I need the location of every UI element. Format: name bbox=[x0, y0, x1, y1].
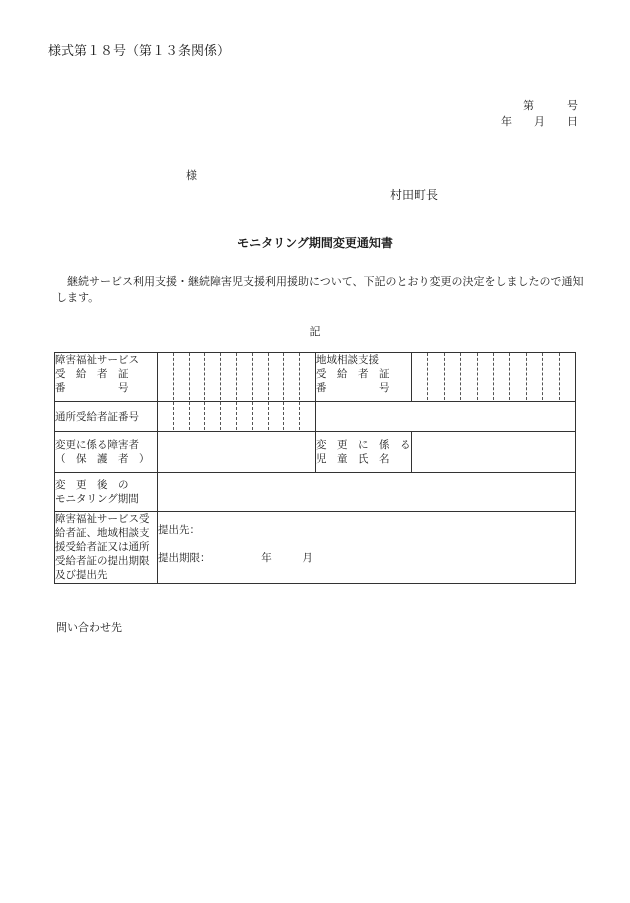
digit-box bbox=[221, 402, 237, 430]
digit-box bbox=[284, 402, 300, 430]
label-line: 及び提出先 bbox=[55, 569, 108, 581]
deadline-month: 月 bbox=[302, 552, 313, 564]
table-row bbox=[55, 353, 576, 402]
new-monitoring-period-field[interactable] bbox=[158, 473, 576, 512]
table-row bbox=[55, 432, 576, 473]
digit-box bbox=[543, 353, 559, 400]
day-service-cert-number-boxes[interactable] bbox=[158, 402, 316, 432]
digit-box bbox=[205, 402, 221, 430]
deadline-label: 提出期限： bbox=[158, 552, 211, 564]
label-line: 変 更 に 係 る bbox=[316, 439, 411, 451]
child-name-label bbox=[316, 432, 412, 473]
consultation-cert-number-boxes[interactable] bbox=[412, 353, 576, 402]
digit-box bbox=[300, 353, 315, 400]
recipient-suffix: 様 bbox=[186, 169, 197, 182]
label-line: 番 号 bbox=[55, 382, 129, 394]
date-line: 年 月 日 bbox=[501, 115, 578, 128]
digit-box bbox=[158, 353, 174, 400]
label-line: 受 給 者 証 bbox=[55, 368, 129, 380]
label-line: 変更に係る障害者 bbox=[55, 439, 139, 451]
ki-heading: 記 bbox=[309, 325, 321, 338]
inquiry-label: 問い合わせ先 bbox=[56, 621, 122, 634]
label-line: 番 号 bbox=[316, 382, 390, 394]
digit-box bbox=[174, 353, 190, 400]
service-cert-label bbox=[55, 353, 158, 402]
digit-box bbox=[494, 353, 510, 400]
deadline-line bbox=[158, 550, 575, 566]
digit-box bbox=[445, 353, 461, 400]
submission-label bbox=[55, 512, 158, 584]
digit-box bbox=[428, 353, 444, 400]
digit-box bbox=[461, 353, 477, 400]
digit-box bbox=[269, 353, 285, 400]
table-row bbox=[55, 473, 576, 512]
form-number: 様式第１８号（第１３条関係） bbox=[48, 44, 231, 59]
digit-box bbox=[269, 402, 285, 430]
label-line: 児 童 氏 名 bbox=[316, 453, 390, 465]
affected-person-field[interactable] bbox=[158, 432, 316, 473]
digit-box bbox=[190, 402, 206, 430]
label-line: 障害福祉サービス bbox=[55, 354, 139, 366]
digit-box bbox=[237, 353, 253, 400]
table-row bbox=[55, 512, 576, 584]
label-line: 変 更 後 の bbox=[55, 479, 129, 491]
label-line: 給者証、地域相談支 bbox=[55, 527, 150, 539]
digit-box bbox=[205, 353, 221, 400]
label-line: （ 保 護 者 ） bbox=[55, 453, 150, 465]
digit-box bbox=[284, 353, 300, 400]
document-number: 第 号 bbox=[523, 99, 578, 112]
submission-field[interactable] bbox=[158, 512, 576, 584]
label-line: モニタリング期間 bbox=[55, 493, 139, 505]
label-line: 受給者証の提出期限 bbox=[55, 555, 150, 567]
submit-to: 提出先： bbox=[158, 524, 200, 536]
body-text: 継続サービス利用支援・継続障害児支援利用援助について、下記のとおり変更の決定をしましたので通知します。 bbox=[56, 275, 584, 304]
digit-boxes bbox=[412, 353, 575, 400]
digit-box bbox=[174, 402, 190, 430]
issuer: 村田町長 bbox=[390, 188, 439, 202]
digit-box bbox=[478, 353, 494, 400]
digit-box bbox=[221, 353, 237, 400]
digit-boxes bbox=[158, 353, 315, 400]
label-line: 障害福祉サービス受 bbox=[55, 513, 150, 525]
label-line: 援受給者証又は通所 bbox=[55, 541, 150, 553]
digit-box bbox=[300, 402, 315, 430]
day-service-cert-label: 通所受給者証番号 bbox=[55, 402, 158, 432]
digit-box bbox=[253, 353, 269, 400]
digit-box bbox=[527, 353, 543, 400]
deadline-year: 年 bbox=[261, 552, 272, 564]
digit-box bbox=[412, 353, 428, 400]
digit-box bbox=[158, 402, 174, 430]
affected-person-label bbox=[55, 432, 158, 473]
digit-box bbox=[237, 402, 253, 430]
digit-box bbox=[253, 402, 269, 430]
digit-box bbox=[190, 353, 206, 400]
child-name-field[interactable] bbox=[412, 432, 576, 473]
label-line: 受 給 者 証 bbox=[316, 368, 390, 380]
empty-cell bbox=[316, 402, 576, 432]
service-cert-number-boxes[interactable] bbox=[158, 353, 316, 402]
digit-box bbox=[560, 353, 575, 400]
consultation-cert-label bbox=[316, 353, 412, 402]
new-monitoring-period-label bbox=[55, 473, 158, 512]
label-line: 地域相談支援 bbox=[316, 354, 379, 366]
table-row bbox=[55, 402, 576, 432]
document-title: モニタリング期間変更通知書 bbox=[237, 236, 393, 250]
digit-box bbox=[510, 353, 526, 400]
details-table bbox=[54, 352, 576, 584]
digit-boxes bbox=[158, 402, 315, 430]
